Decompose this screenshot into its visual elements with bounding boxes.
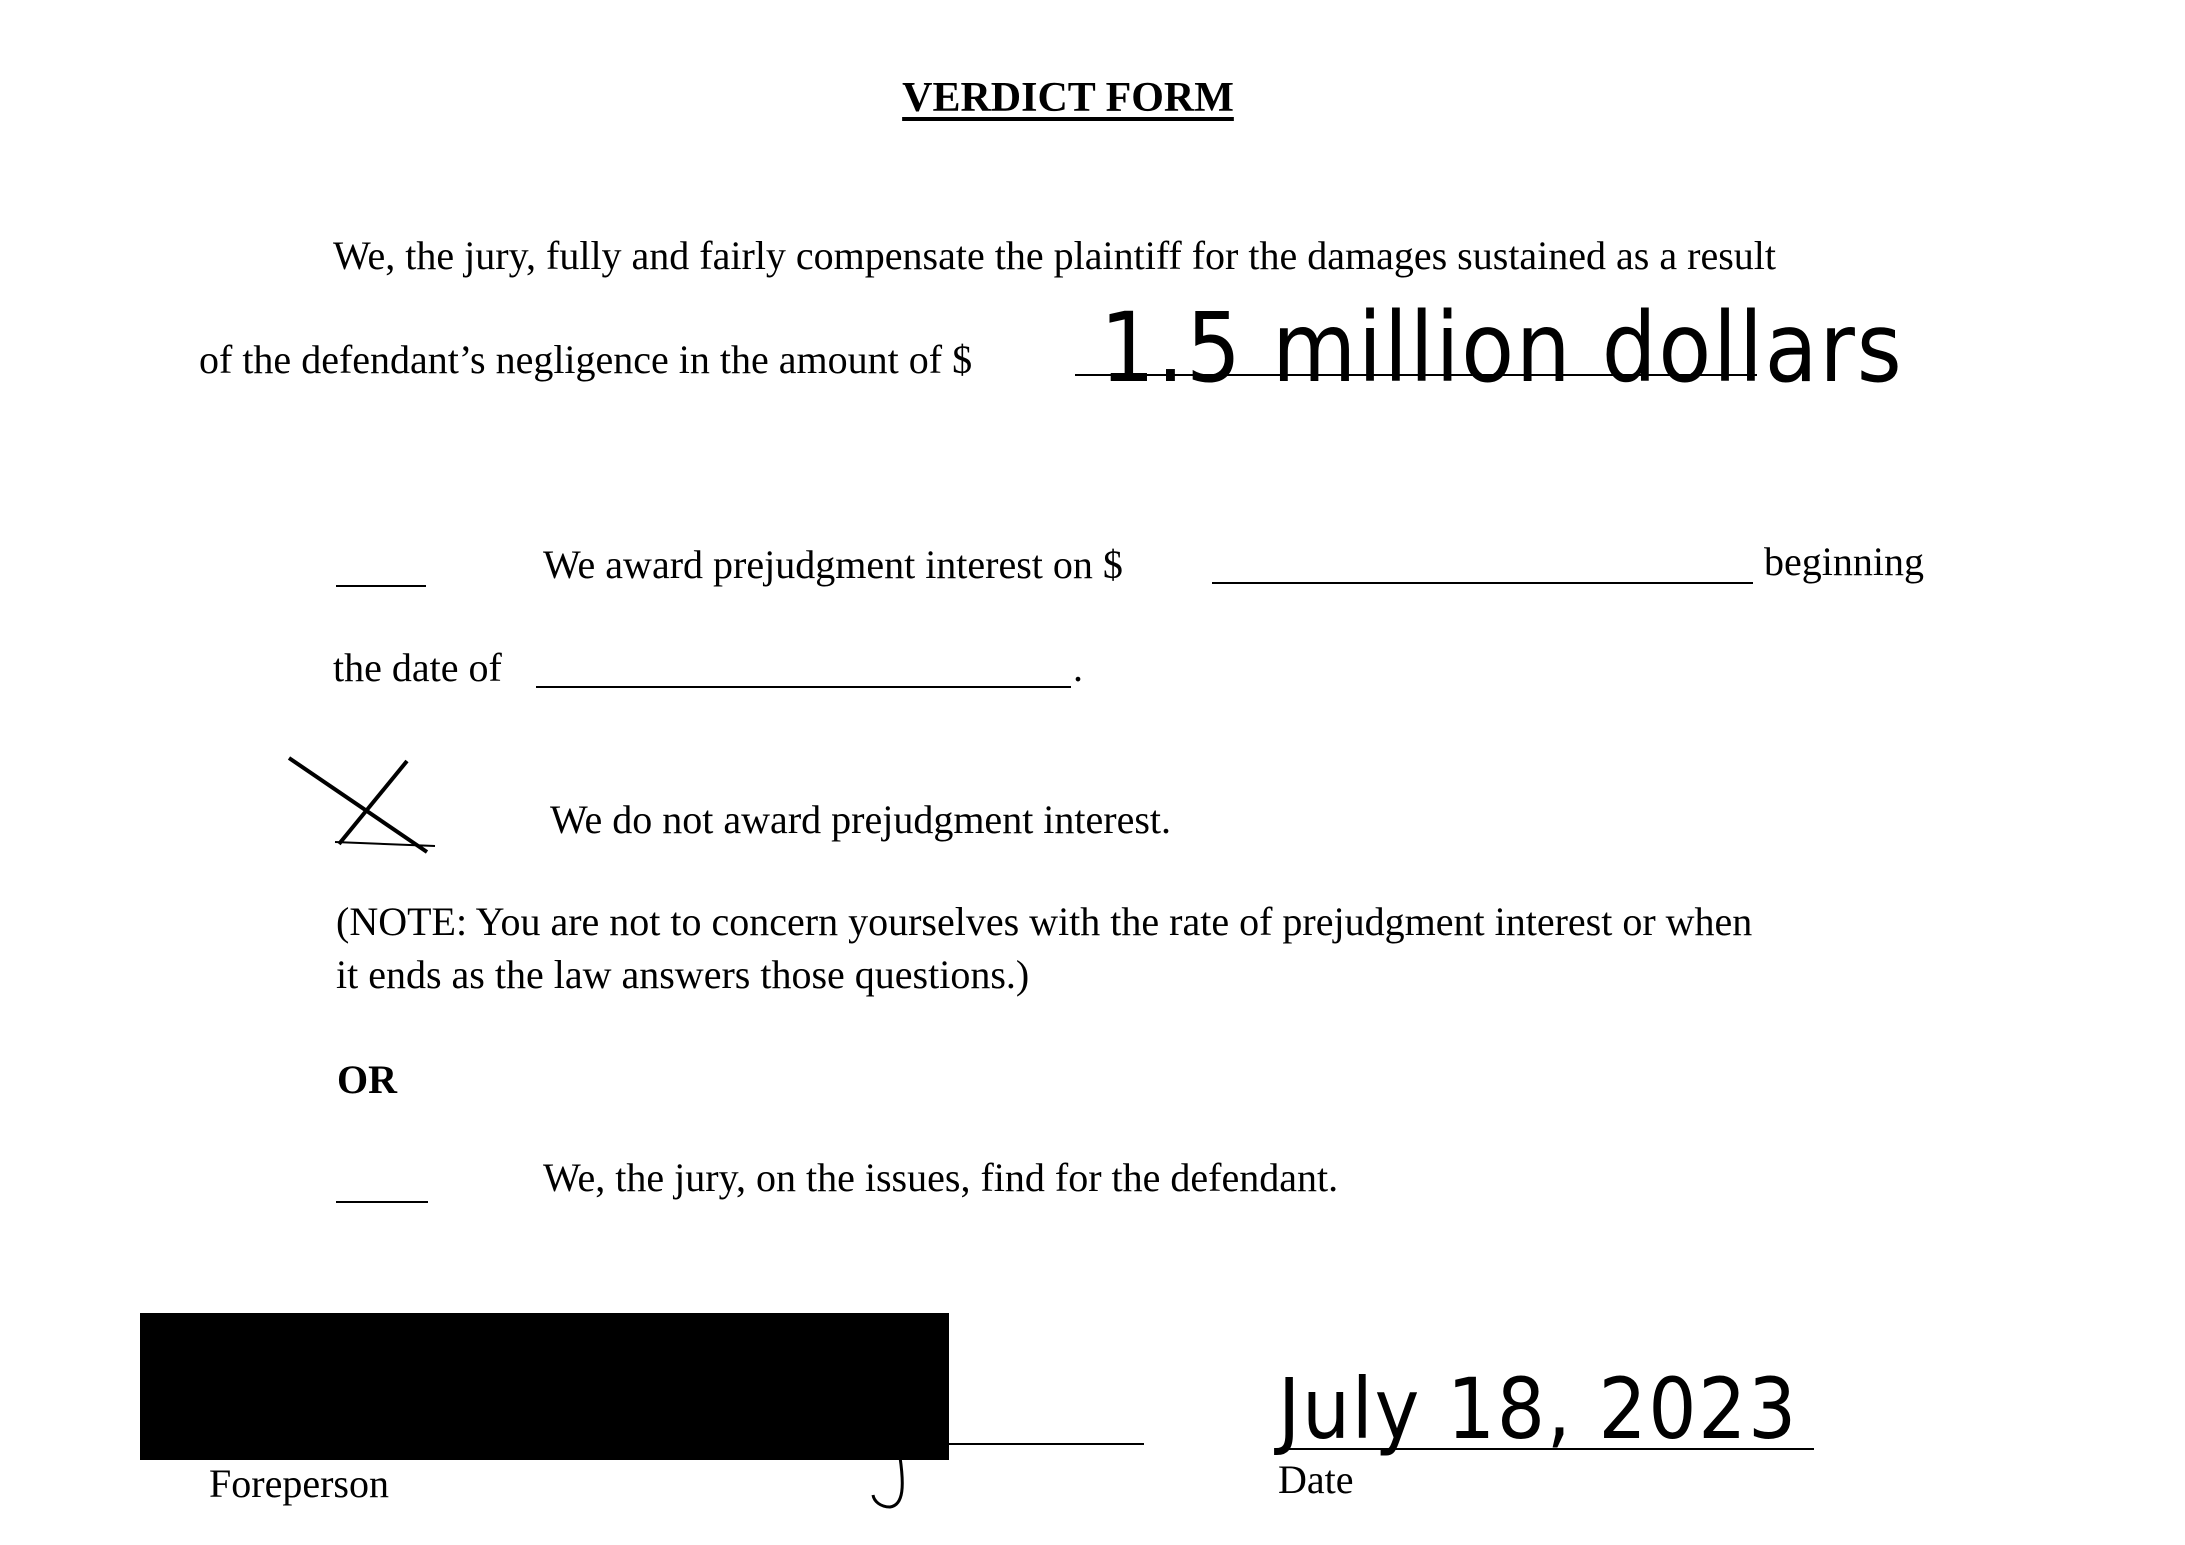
damages-text-line1: We, the jury, fully and fairly compensate the plaintiff for the damages sustained as a result — [333, 233, 1776, 278]
redacted-signature — [140, 1313, 949, 1460]
interest-date-line[interactable] — [536, 686, 1071, 688]
beginning-text: beginning — [1764, 539, 1924, 584]
defendant-text: We, the jury, on the issues, find for the defendant. — [543, 1155, 1339, 1200]
no-interest-text: We do not award prejudgment interest. — [550, 797, 1172, 842]
date-of-label: the date of — [333, 645, 502, 690]
note-line2: it ends as the law answers those questions.) — [336, 952, 1030, 997]
signature-tail — [870, 1455, 930, 1520]
x-mark-icon — [287, 756, 437, 856]
handwritten-amount[interactable]: 1.5 million dollars — [1100, 292, 1904, 404]
or-label: OR — [337, 1057, 397, 1102]
handwritten-date[interactable]: July 18, 2023 — [1278, 1360, 1799, 1458]
interest-amount-line[interactable] — [1212, 582, 1753, 584]
foreperson-label: Foreperson — [209, 1461, 389, 1506]
form-title: VERDICT FORM — [902, 75, 1234, 121]
award-interest-checkbox-line[interactable] — [336, 585, 426, 587]
award-interest-text: We award prejudgment interest on $ — [543, 542, 1123, 587]
date-label: Date — [1278, 1457, 1354, 1502]
no-interest-checkbox[interactable] — [287, 756, 437, 856]
defendant-checkbox-line[interactable] — [336, 1201, 428, 1203]
foreperson-signature-line[interactable] — [949, 1443, 1144, 1445]
note-line1: (NOTE: You are not to concern yourselves with the rate of prejudgment interest or when — [336, 899, 1753, 944]
period: . — [1073, 645, 1083, 690]
damages-text-line2: of the defendant’s negligence in the amount of $ — [199, 337, 973, 382]
